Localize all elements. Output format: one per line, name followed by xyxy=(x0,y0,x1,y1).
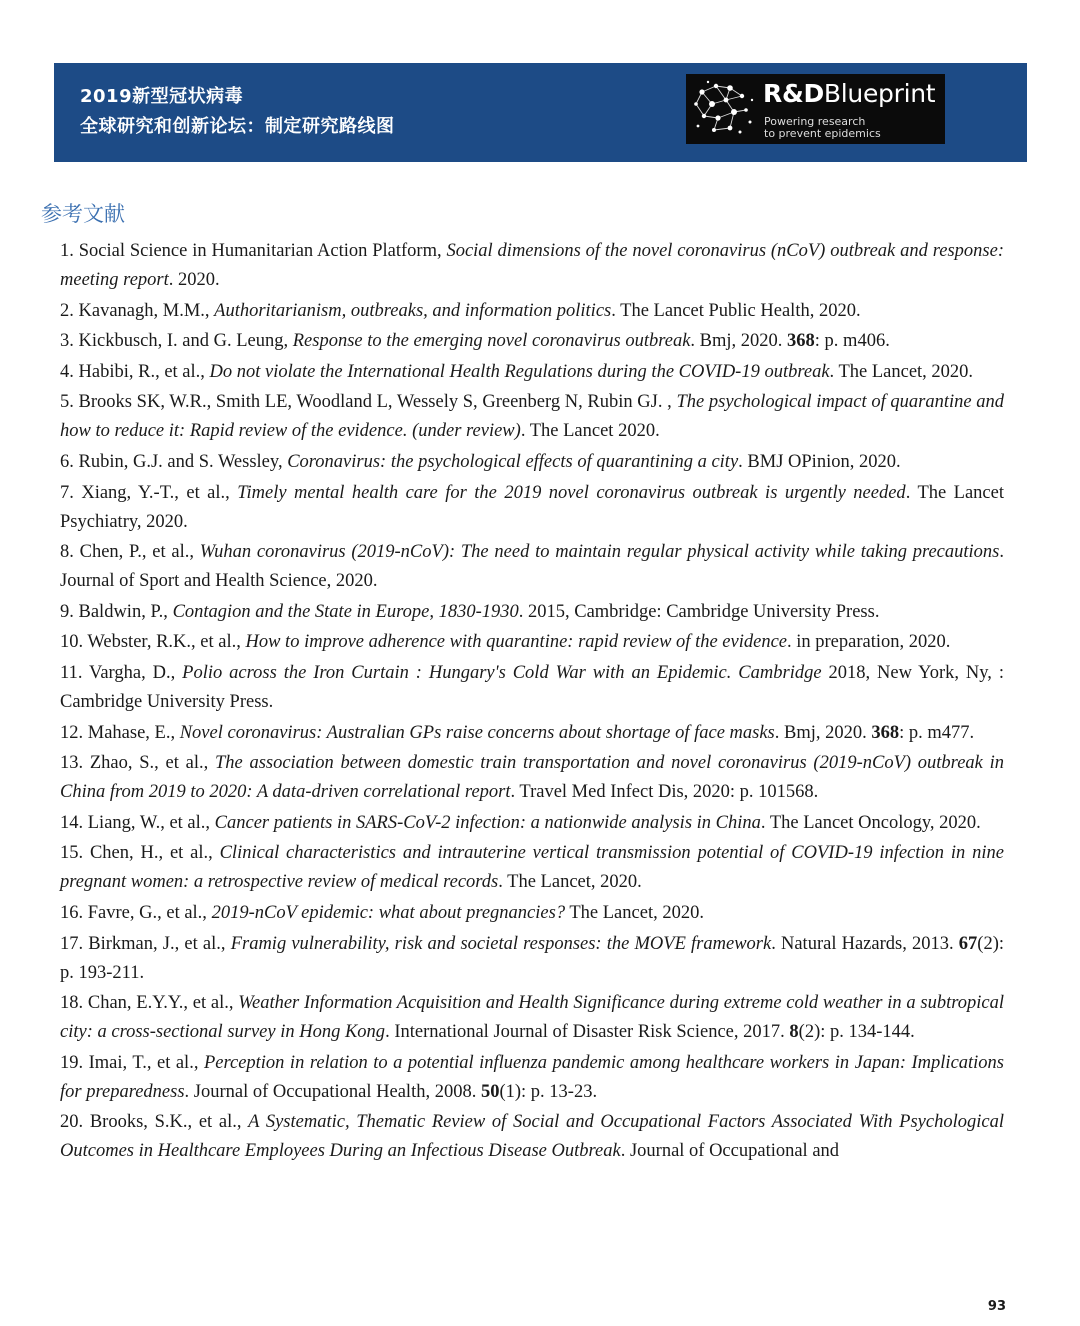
header-banner xyxy=(54,63,1027,162)
network-globe-icon xyxy=(690,78,756,140)
rd-blueprint-logo xyxy=(686,74,945,144)
reference-item: 4. Habibi, R., et al., Do not violate the International Health Regulations during the COVID-19 outbreak. The Lancet, 2020. xyxy=(60,361,974,382)
reference-item: 14. Liang, W., et al., Cancer patients in SARS-CoV-2 infection: a nationwide analysis in China. The Lancet Oncology, 2020. xyxy=(60,812,981,833)
reference-item: 13. Zhao, S., et al., The association between domestic train transportation and novel coronavirus (2019-nCoV) outbreak in China from 2019 to 2020: A data-driven correlational report. Travel Med Infect Dis, 2020: p. 101568. xyxy=(60,753,1004,803)
logo-tagline-line2: to prevent epidemics xyxy=(764,127,881,140)
header-title-line2: 全球研究和创新论坛：制定研究路线图 xyxy=(80,116,395,137)
logo-tagline-line1: Powering research xyxy=(764,115,866,128)
reference-item: 17. Birkman, J., et al., Framig vulnerability, risk and societal responses: the MOVE framework. Natural Hazards, 2013. 67(2): p. 193-211. xyxy=(60,933,1004,983)
reference-item: 11. Vargha, D., Polio across the Iron Curtain : Hungary's Cold War with an Epidemic. Cambridge 2018, New York, Ny, : Cambridge University Press. xyxy=(60,662,1004,712)
reference-item: 10. Webster, R.K., et al., How to improve adherence with quarantine: rapid review of the evidence. in preparation, 2020. xyxy=(60,632,951,653)
reference-item: 12. Mahase, E., Novel coronavirus: Australian GPs raise concerns about shortage of face masks. Bmj, 2020. 368: p. m477. xyxy=(60,722,975,743)
header-title-line1: 2019新型冠状病毒 xyxy=(80,86,244,107)
reference-list xyxy=(60,237,1004,1168)
reference-item: 16. Favre, G., et al., 2019-nCoV epidemic: what about pregnancies? The Lancet, 2020. xyxy=(60,902,704,923)
reference-item: 1. Social Science in Humanitarian Action Platform, Social dimensions of the novel coronavirus (nCoV) outbreak and response: meeting report. 2020. xyxy=(60,241,1004,290)
page-number: 93 xyxy=(987,1299,1006,1314)
reference-item: 5. Brooks SK, W.R., Smith LE, Woodland L, Wessely S, Greenberg N, Rubin GJ. , The psychological impact of quarantine and how to reduce it: Rapid review of the evidence. (under review). The Lancet 2020. xyxy=(60,392,1004,442)
reference-item: 3. Kickbusch, I. and G. Leung, Response to the emerging novel coronavirus outbreak. Bmj, 2020. 368: p. m406. xyxy=(60,331,890,352)
reference-item: 19. Imai, T., et al., Perception in relation to a potential influenza pandemic among healthcare workers in Japan: Implications for preparedness. Journal of Occupational Health, 2008. 50(1): p. 13-23. xyxy=(60,1052,1005,1102)
reference-item: 9. Baldwin, P., Contagion and the State in Europe, 1830-1930. 2015, Cambridge: Cambridge University Press. xyxy=(60,601,880,622)
reference-item: 2. Kavanagh, M.M., Authoritarianism, outbreaks, and information politics. The Lancet Public Health, 2020. xyxy=(60,300,861,321)
reference-item: 18. Chan, E.Y.Y., et al., Weather Information Acquisition and Health Significance during extreme cold weather in a subtropical city: a cross-sectional survey in Hong Kong. International Journal of Disaster Risk Science, 2017. 8(2): p. 134-144. xyxy=(60,993,1004,1043)
reference-item: 8. Chen, P., et al., Wuhan coronavirus (2019-nCoV): The need to maintain regular physical activity while taking precautions. Journal of Sport and Health Science, 2020. xyxy=(60,542,1004,592)
reference-item: 6. Rubin, G.J. and S. Wessley, Coronavirus: the psychological effects of quarantining a city. BMJ OPinion, 2020. xyxy=(60,451,901,472)
reference-item: 20. Brooks, S.K., et al., A Systematic, Thematic Review of Social and Occupational Factors Associated With Psychological Outcomes in Healthcare Employees During an Infectious Disease Outbreak. Journal of Occupational and xyxy=(60,1112,1004,1162)
reference-item: 15. Chen, H., et al., Clinical characteristics and intrauterine vertical transmission potential of COVID-19 infection in nine pregnant women: a retrospective review of medical records. The Lancet, 2020. xyxy=(60,843,1004,893)
section-title: 参考文献 xyxy=(41,202,125,226)
reference-item: 7. Xiang, Y.-T., et al., Timely mental health care for the 2019 novel coronavirus outbreak is urgently needed. The Lancet Psychiatry, 2020. xyxy=(60,482,1004,532)
logo-name: R&DBlueprint xyxy=(763,79,936,108)
